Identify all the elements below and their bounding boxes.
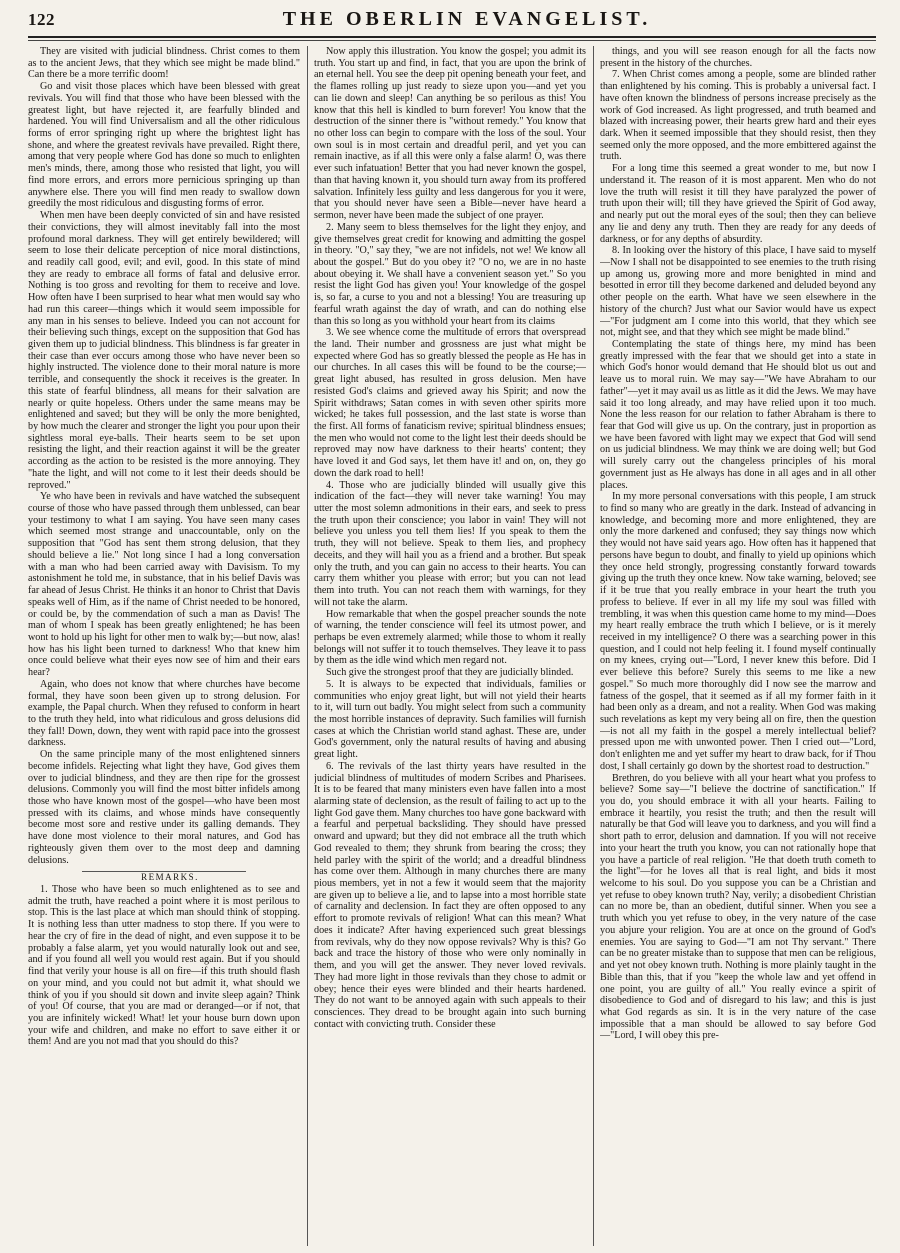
paragraph: 1. Those who have been so much enlightened as to see and admit the truth, have reached a point where it is most perilous to stop. This is the last place at which man should think of stopping. It is nothing less than utter madness to stop there. If you were to hear the cry of fire in the dead of night, and even suppose it to be probably a false alarm, yet you would naturally look out and see, and if you found all well you would rest again. But if you should find that verily your house is all on fire—if this truth should flash on your mind, and you could not but admit it, what should we think of you if you should sit down and invite sleep again? Think of you! Of course, that you are mad or deranged—or if not, that you are infinitely wicked! What! let your house burn down upon your wife and children, and make no effort to save either it or them! And are you not mad that you should do this? [28, 884, 300, 1048]
paragraph: Contemplating the state of things here, my mind has been greatly impressed with the fear that we should get into a state in which God's honor would demand that He should blot us out and leave us to moral ruin. We may say—"We have Abraham to our father"—yet it may avail us as little as it did the Jews. We may have said it too long already, and may have relied upon it too much. None the less reason for our relation to father Abraham is there to fear that God will give us up. On the contrary, just in proportion as we have been favored with light may we expect that God will send on us judicial blindness. We may think we are doing well; but God will surely carry out the changeless principles of his moral government just as He always has done in all ages and in all other places. [600, 338, 876, 491]
paragraph: things, and you will see reason enough for all the facts now present in the history of the churches. [600, 46, 876, 69]
paragraph: On the same principle many of the most enlightened sinners become infidels. Rejecting what light they have, God gives them over to judicial blindness, and they are then ripe for the grossest delusions. Commonly you will find the most bitter infidels among those who have known most of the gospel—who have been most pressed with its claims, and whose minds have consequently become most sore and restive under its galling demands. They have done most violence to their moral natures, and God has righteously given them over to the most deep and damning delusions. [28, 749, 300, 866]
remarks-heading: REMARKS. [141, 872, 199, 883]
paragraph: 3. We see whence come the multitude of errors that overspread the land. Their number and grossness are just what might be expected where God has so greatly blessed the people as He has in our churches. In all cases this will be found to be the course;—great light abused, has resulted in gross delusion. Men have resisted God's claims and grieved away his Spirit; and now the Spirit withdraws; Satan comes in with seven other spirits more wicked; he takes full possession, and the last state is worse than the first. All forms of fanaticism revive; spiritual blindness ensues; the men who would not come to the light lest their deeds should be reproved may now have darkness to their hearts' content; they have loved it and God says, let them have it! and on, on, they go down the dark road to hell! [314, 327, 586, 479]
column-3-body [600, 46, 876, 1042]
paragraph: 5. It is always to be expected that individuals, families or communities who enjoy great light, but will not yield their hearts to it, will turn out badly. You might select from such a community the most horrible instances of depravity. Such families will furnish cases at which the Christian world stand aghast. These are, under God's government, only the natural results of having and abusing great light. [314, 678, 586, 761]
paragraph: 2. Many seem to bless themselves for the light they enjoy, and give themselves great credit for knowing and admitting the gospel in theory. "O," say they, "we are not infidels, not we! We know all about the gospel." But do you obey it? "O no, we are in no haste about obeying it. We shall have a convenient season yet." So you resist the light God has given you! Your knowledge of the gospel is, so far, a curse to you and not a blessing! You are treasuring up fearful wrath against the day of wrath, and can do nothing else than this so long as you withhold your heart from its claims [314, 221, 586, 327]
paragraph: 6. The revivals of the last thirty years have resulted in the judicial blindness of multitudes of modern Scribes and Pharisees. It is to be feared that many ministers even have fallen into a most alarming state of declension, as the result of failing to act up to the light God gave them. Many churches too have gone backward with a fearful and perpetual backsliding. They should have pressed onward and upward; but they did not embrace all the truth which God revealed to them; they shrunk from bearing the cross; they held parley with the spirit of the world; and a dreadful blindness has come over them. Although in many churches there are many pious members, yet in not a few it would seem that the majority are given up to believe a lie, and to lapse into a most horrible state of carnality and declension. In fact they are often opposed to any effort to promote revivals of religion! What can this mean? What does it indicate? After having experienced such great blessings from revivals, why do they now oppose revivals? Why is this? Go back and trace the history of those who were only nominally in them, and you will get the answer. They never loved revivals. They had more light in those revivals than they chose to admit or obey; hence their eyes were blinded and their hearts hardened. They do not want to be annoyed again with such appeals to their consciences. They dread to be brought again into such burning contact with convicting truth. Consider these [314, 760, 586, 1030]
paragraph: How remarkable that when the gospel preacher sounds the note of warning, the tender conscience will feel its utmost power, and perhaps be even extremely alarmed; while those to whom it really belongs will not suffer it to touch themselves. They leave it to pass by them as the idle wind which men regard not. [314, 608, 586, 667]
column-2-body [314, 46, 586, 1030]
paragraph: Such give the strongest proof that they are judicially blinded. [326, 667, 574, 679]
paragraph: 8. In looking over the history of this place, I have said to myself—Now I shall not be disappointed to see enemies to the truth rising up among us, growing more and more benighted in mind and besotted in error till they become darkened and deluded beyond any other people on the earth. What have we seen elsewhere in the history of the church? Just what our Savior would have us expect—"For judgment am I come into this world, that they which see not, might see, and that they which see might be made blind." [600, 245, 876, 339]
paragraph: In my more personal conversations with this people, I am struck to find so many who are greatly in the dark. Instead of advancing in knowledge, and becoming more and more enlightened, they are only the more darkened and confused; they say things now which they would not have said years ago. How often has it happened that persons have begun to doubt, and finally to yield up opinions which they once held strongly, progressing constantly forward towards giving up the truth they once knew. Now take warning, beloved; see if it be true that you really embrace in your heart the truth you profess to believe. If ever in all my life my soul was filled with trembling, it was when this question came home to my mind—Does my heart really embrace the truth which I believe, or is it merely received in my intelligence? O there was a searching power in this question, and I could not help feeling it. I found myself continually on my knees, crying out—"Lord, I never knew this before. Did I ever believe this before? Surely this seems to me like a new gospel." So much more thoroughly did I now see the marrow and fatness of the gospel, that it seemed as if all my former faith in it had been only as a dream, and not a reality. When God was making such revelations as kept my very being all on fire, then the question —is not all my faith in the gospel a merely intellectual belief? pressed upon me with unwonted power. Then I cried out—"Lord, don't enlighten me and yet suffer my heart to draw back, for if Thou dost, I shall certainly go down by the shortest road to destruction." [600, 491, 876, 772]
paragraph: Go and visit those places which have been blessed with great revivals. You will find that those who have been blessed with the greatest light, but have rejected it, are fearfully blinded and hardened. You will find Universalism and all the other ridiculous forms of error springing right up where the brightest light has shone, and where the greatest revivals have prevailed. Right there, among that very people where God has done so much to enlighten men's minds, there, among those who resisted that light, you will find more errors, and errors more pernicious springing up than anywhere else. There you will find men ready to swallow down greedily the most ridiculous and disgusting forms of error. [28, 81, 300, 210]
masthead-rule [28, 36, 876, 38]
paragraph: They are visited with judicial blindness. Christ comes to them as to the ancient Jews, that they which see might be made blind." Can there be a more terrific doom! [28, 46, 300, 81]
masthead [28, 8, 876, 36]
article-columns [28, 46, 876, 1246]
column-2 [314, 46, 586, 1246]
column-divider [593, 46, 594, 1246]
column-1 [28, 46, 300, 1246]
masthead-rule-thin [28, 40, 876, 41]
column-3 [600, 46, 876, 1246]
paragraph: Ye who have been in revivals and have watched the subsequent course of those who have passed through them unblessed, can bear your testimony to what I am saying. You have seen many cases which seemed most strange and unaccountable, only on the supposition that "God has sent them strong delusion, that they should believe a lie." Not long since I had a long conversation with a man who had been carried away with Davisism. To my astonishment he told me, in substance, that in his belief Davis was far ahead of Jesus Christ. He thinks it an honor to Christ that Davis speaks well of Him, as if the name of Christ needed to be honored, or could be, by the commendation of such a man as Davis! The man of whom I speak has been greatly enlightened; he has been wont to hold up his light for other men to walk by;—but now, alas! how has his light been turned to darkness! Who that knew him once could believe what their eyes now see of him and their ears hear? [28, 491, 300, 679]
publication-title: THE OBERLIN EVANGELIST. [282, 8, 652, 30]
paragraph: When men have been deeply convicted of sin and have resisted their convictions, they will almost inevitably fall into the most profound moral darkness. They will get entirely bewildered; will seem to lose their delicate perception of nice moral distinctions, and readily call good, evil; and evil, good. In this state of mind they are ready to embrace all forms of fatal and delusive error. Nothing is too gross and revolting for them to receive and love. How often have I been surprised to hear what men would say who had run this career—things which it would seem impossible for any man in his senses to believe. Indeed you can not account for their believing such things, except on the supposition that God has given them up to judicial blindness. This blindness is far greater in their case than ever occurs among those who have never been so highly instructed. The violence done to their moral nature is more terrible, and consequently the shock it receives is the greater. In this state of fearful blindness, all means for their salvation are nearly or quite hopeless. Others under the same means may be enlightened and saved; but they will be only the more benighted, by how much the clearer and stronger the light you pour upon their sightless moral eye-balls. Their hearts seem to be set upon resisting the light, and their reaction against it will be the greater according as the action to be resisted is the more annoying. They "hate the light, and will not come to it lest their deeds should be reproved." [28, 210, 300, 491]
paragraph: Again, who does not know that where churches have become formal, they have soon been given up to strong delusion. For example, the Papal church. When they refused to conform in heart to the truth they held, into what ridiculous and gross delusions did they fall! Down, down, they went with rapid pace into the grossest darkness. [28, 678, 300, 749]
paragraph: For a long time this seemed a great wonder to me, but now I understand it. The reason of it is most apparent. Men who do not love the truth will resist it till they have paralyzed the power of truth upon their will; till they have grieved the Spirit of God away, and nearly put out the moral eyes of the soul; then they can believe any lie and deny any truth. Then they are ready for any deeds of darkness, or for any depths of absurdity. [600, 163, 876, 245]
remarks-body [28, 884, 300, 1048]
page-number: 122 [28, 10, 55, 29]
paragraph: Now apply this illustration. You know the gospel; you admit its truth. You start up and find, in fact, that you are upon the brink of an eternal hell. You see the deep pit opening beneath your feet, and the flames rolling up just ready to sieze upon you—and yet you can lie down and sleep! Can anything be so perilous as this! You know that this hell is kindled to burn forever! You know that the destruction of the sinner there is "without remedy." You know that no other loss can begin to compare with the loss of the soul. Your own soul is in most certain and dreadful peril, and yet you can remain inactive, as if all this were only a false alarm! O, was there ever such infatuation! Better that you had never known the gospel, than that having known it, you should turn away from its proffered salvation. Infinitely less guilty and less dangerous for you it were, that you should never have seen a Bible—never have heard a sermon, never have been made the subject of one prayer. [314, 46, 586, 222]
paragraph: 4. Those who are judicially blinded will usually give this indication of the fact—they will never take warning! You may utter the most solemn admonitions in their ears, and seek to press the truth upon their conscience; you labor in vain! They will not believe you unless you tell them lies! If you speak to them the truth, they will not believe. Speak to them lies, and prophecy deceits, and they will hail you as a friend and a brother. But speak only the truth, and you can gain no access to their hearts. You can carry them whither you please with error; but you can not lead them into truth. You can not reach them with warnings, for they will not take the alarm. [314, 479, 586, 608]
column-divider [307, 46, 308, 1246]
paragraph: 7. When Christ comes among a people, some are blinded rather than enlightened by his coming. This is probably a universal fact. I have often known the blindness of persons increase precisely as the work of God increased. As light progressed, and truth beamed and blazed with increasing power, their hearts grew hard and their eyes dark. When it seemed impossible that they should resist, then they seemed only the more opposed, and the more embittered against the truth. [600, 69, 876, 163]
column-1-body [28, 46, 300, 866]
paragraph: Brethren, do you believe with all your heart what you profess to believe? Some say—"I believe the doctrine of sanctification." If you do, you should embrace it with all your hearts. Failing to embrace it heartily, you resist the truth; and then the result will naturally be that God will leave you to darkness, and you will find a short path to error, delusion and damnation. If you will not receive into your heart the truth you know, you can not rationally hope that you have a particle of real religion. "He that doeth truth cometh to the light"—for he loves all that is real light, and bids it most welcome to his soul. Do you suppose you can be a Christian and yet refuse to obey known truth? Nay, verily; a disobedient Christian can no more be, than an obedient, dutiful sinner. When you see a truth which you yet refuse to obey, in the very nature of the case you abjure your religion. You are at once on the ground of God's enemies. You are saying to God—"I am not Thy servant." There can be no greater mistake than to suppose that men can be religious, and yet not obey known truth. Nothing is more plainly taught in the Bible than this, that if you "keep the whole law and yet offend in one point, you are guilty of all." You really evince a spirit of disobedience to God and of disregard to his law; and this is just what God regards as sin. It is in the very nature of the case impossible that a man should be allowed to say before God—"Lord, I will obey this pre- [600, 772, 876, 1042]
